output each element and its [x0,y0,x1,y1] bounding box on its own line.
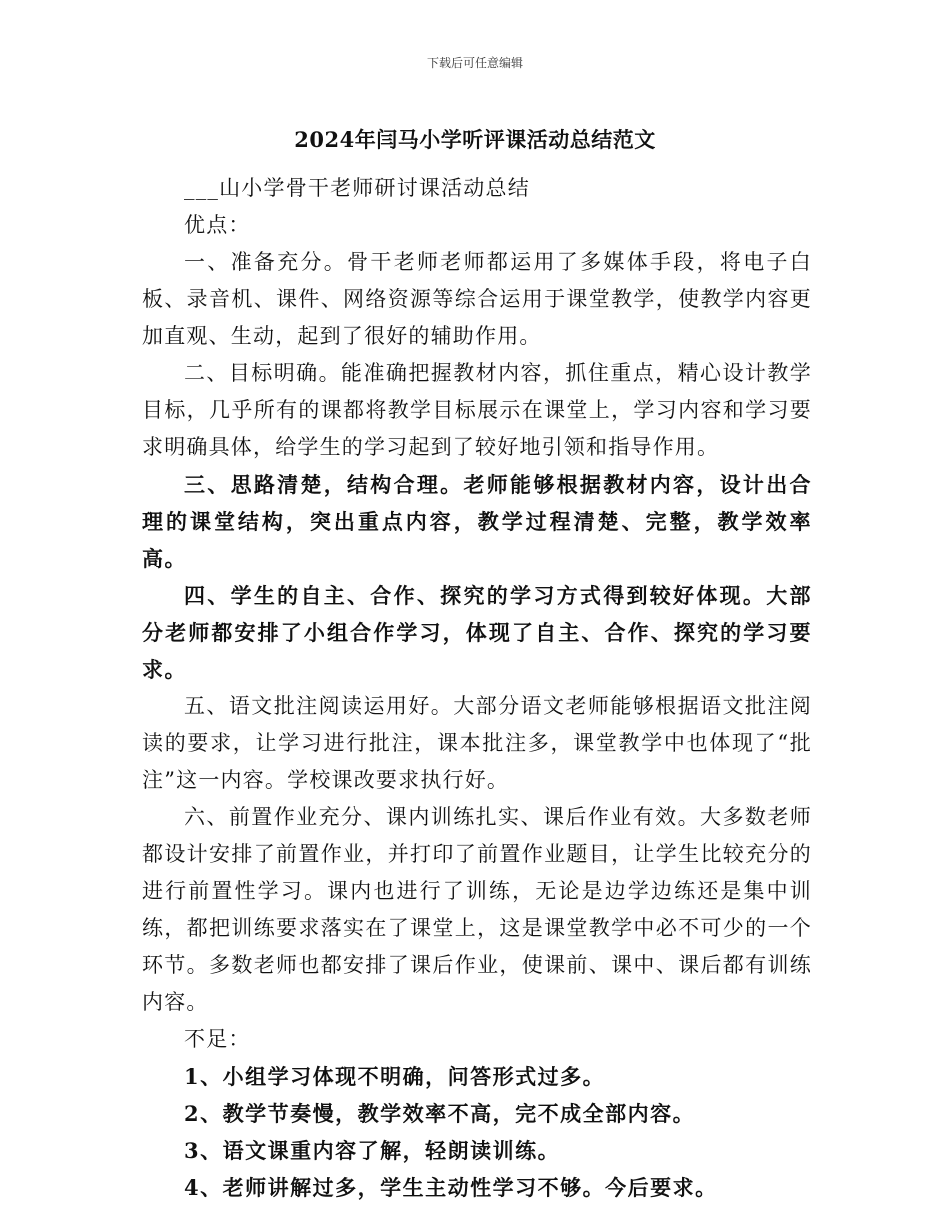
paragraph-shortcomings-heading: 不足： [184,1027,251,1051]
paragraph-subtitle: ___山小学骨干老师研讨课活动总结 [184,176,530,200]
paragraph-point-6: 六、前置作业充分、课内训练扎实、课后作业有效。大多数老师都设计安排了前置作业，并打印了前置作业题目，让学生比较充分的进行前置性学习。课内也进行了训练，无论是边学边练还是集中训练，都把训练要求落实在了课堂上，这是课堂教学中必不可少的一个环节。多数老师也都安排了课后作业，使课前、课中、课后都有训练内容。 [142,805,812,1014]
shortcoming-item-4: 4、老师讲解过多，学生主动性学习不够。今后要求。 [184,1175,718,1200]
shortcoming-item-2: 2、教学节奏慢，教学效率不高，完不成全部内容。 [184,1101,696,1126]
shortcoming-item-3: 3、语文课重内容了解，轻朗读训练。 [184,1138,561,1163]
paragraph-point-4: 四、学生的自主、合作、探究的学习方式得到较好体现。大部分老师都安排了小组合作学习，体现了自主、合作、探究的学习要求。 [142,583,812,682]
document-title: 2024年闫马小学听评课活动总结范文 [294,127,656,152]
paragraph-point-5: 五、语文批注阅读运用好。大部分语文老师能够根据语文批注阅读的要求，让学习进行批注，课本批注多，课堂教学中也体现了“批注”这一内容。学校课改要求执行好。 [142,694,812,792]
page-header: 下载后可任意编辑 [426,56,523,70]
paragraph-point-3: 三、思路清楚，结构合理。老师能够根据教材内容，设计出合理的课堂结构，突出重点内容，教学过程清楚、完整，教学效率高。 [142,472,812,571]
paragraph-point-2: 二、目标明确。能准确把握教材内容，抓住重点，精心设计教学目标，几乎所有的课都将教学目标展示在课堂上，学习内容和学习要求明确具体，给学生的学习起到了较好地引领和指导作用。 [142,361,812,459]
shortcoming-item-1: 1、小组学习体现不明确，问答形式过多。 [184,1064,606,1089]
paragraph-point-1: 一、准备充分。骨干老师老师都运用了多媒体手段，将电子白板、录音机、课件、网络资源等综合运用于课堂教学，使教学内容更加直观、生动，起到了很好的辅助作用。 [142,250,812,348]
paragraph-advantages-heading: 优点： [184,213,251,237]
document-body [142,170,812,1206]
